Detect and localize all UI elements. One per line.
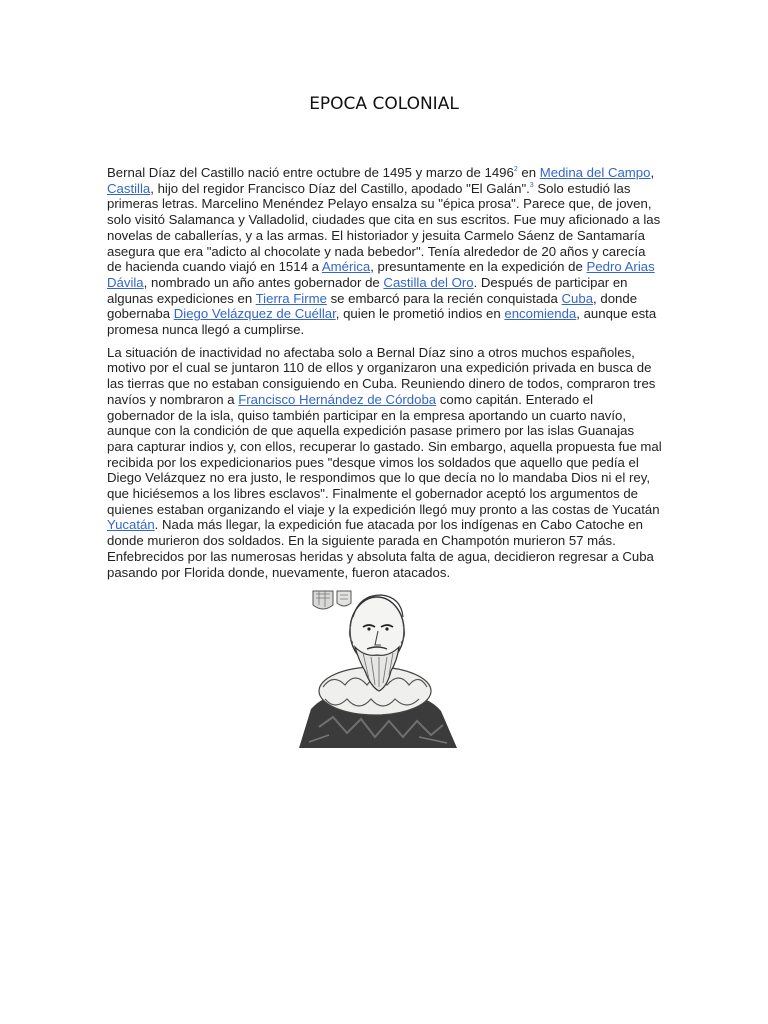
p1-text-11: , quien le prometió indios en	[335, 306, 505, 322]
p1-text-1: Bernal Díaz del Castillo nació entre octubre de 1495 y marzo de 1496	[107, 165, 514, 180]
link-diego-velazquez[interactable]: Diego Velázquez de Cuéllar	[173, 306, 336, 322]
p1-text-6: , presuntamente en la expedición de	[370, 259, 587, 275]
coat-of-arms-icon	[313, 591, 351, 609]
article-body	[107, 165, 663, 587]
portrait-image	[289, 587, 461, 748]
p1-text-2: en	[517, 165, 540, 180]
link-pedro-arias-davila[interactable]: Pedro Arias Dávila	[107, 259, 655, 290]
p1-text-4: , hijo del regidor Francisco Díaz del Castillo, apodado "El Galán".	[150, 180, 530, 196]
p2-text-2: como capitán. Enterado el gobernador de la isla, quiso también participar en la empresa aportando un cuarto navío, aunque con la condición de que aquella expedición pasase primero por las islas Guanajas para capturar indios y, con ellos, recuperar lo gastado. Sin embargo, aquella propuesta fue mal recibida por los expedicionarios pues "desque vimos los soldados que aquello que pedía el Diego Velázquez no era justo, le respondimos que lo que decía no lo mandaba Dios ni el rey, que hiciésemos a los libres esclavos". Finalmente el gobernador aceptó los argumentos de quienes estaban organizando el viaje y la expedición llegó muy pronto a las costas de Yucatán	[107, 391, 662, 517]
link-castilla[interactable]: Castilla	[107, 180, 151, 196]
paragraph-1	[107, 165, 663, 338]
p1-text-7: , nombrado un año antes gobernador de	[143, 274, 384, 290]
p1-text-8: . Después de participar en algunas expediciones en	[107, 274, 628, 306]
document-title: EPOCA COLONIAL	[309, 94, 459, 114]
portrait-engraving-svg	[289, 587, 461, 748]
p1-text-9: se embarcó para la recién conquistada	[326, 290, 562, 306]
link-america[interactable]: América	[321, 259, 371, 275]
footnote-ref-3[interactable]: 3	[529, 181, 534, 189]
footnote-ref-2[interactable]: 2	[513, 166, 518, 173]
link-medina-del-campo[interactable]: Medina del Campo	[539, 165, 651, 180]
paragraph-2	[107, 345, 663, 581]
p1-text-10: , donde gobernaba	[107, 290, 638, 322]
link-cuba[interactable]: Cuba	[561, 290, 594, 306]
p1-text-12: , aunque esta promesa nunca llegó a cumplirse.	[107, 306, 657, 338]
link-tierra-firme[interactable]: Tierra Firme	[255, 290, 327, 306]
link-yucatan[interactable]: Yucatán	[107, 517, 155, 533]
p2-text-1: La situación de inactividad no afectaba solo a Bernal Díaz sino a otros muchos españoles, motivo por el cual se juntaron 110 de ellos y organizaron una expedición privada en busca de las tierras que no estaban consiguiendo en Cuba. Reuniendo dinero de todos, compraron tres navíos y nombraron a	[107, 344, 656, 407]
p1-text-3: ,	[650, 165, 655, 180]
link-francisco-hernandez-de-cordoba[interactable]: Francisco Hernández de Córdoba	[238, 391, 437, 407]
link-encomienda[interactable]: encomienda	[504, 306, 577, 322]
p2-text-3: . Nada más llegar, la expedición fue atacada por los indígenas en Cabo Catoche en donde murieron dos soldados. En la siguiente parada en Champotón murieron 57 más. Enfebrecidos por las numerosas heridas y absoluta falta de agua, decidieron regresar a Cuba pasando por Florida donde, nuevamente, fueron atacados.	[107, 517, 654, 580]
p1-text-5: Solo estudió las primeras letras. Marcelino Menéndez Pelayo ensalza su "épica prosa". Parece que, de joven, solo visitó Salamanca y Valladolid, ciudades que cita en sus escritos. Fue muy aficionado a las novelas de caballerías, y a las armas. El historiador y jesuita Carmelo Sáenz de Santamaría asegura que era "adicto al chocolate y nada bebedor". Tenía alrededor de 20 años y carecía de hacienda cuando viajó en 1514 a	[107, 180, 661, 275]
link-castilla-del-oro[interactable]: Castilla del Oro	[383, 274, 474, 290]
